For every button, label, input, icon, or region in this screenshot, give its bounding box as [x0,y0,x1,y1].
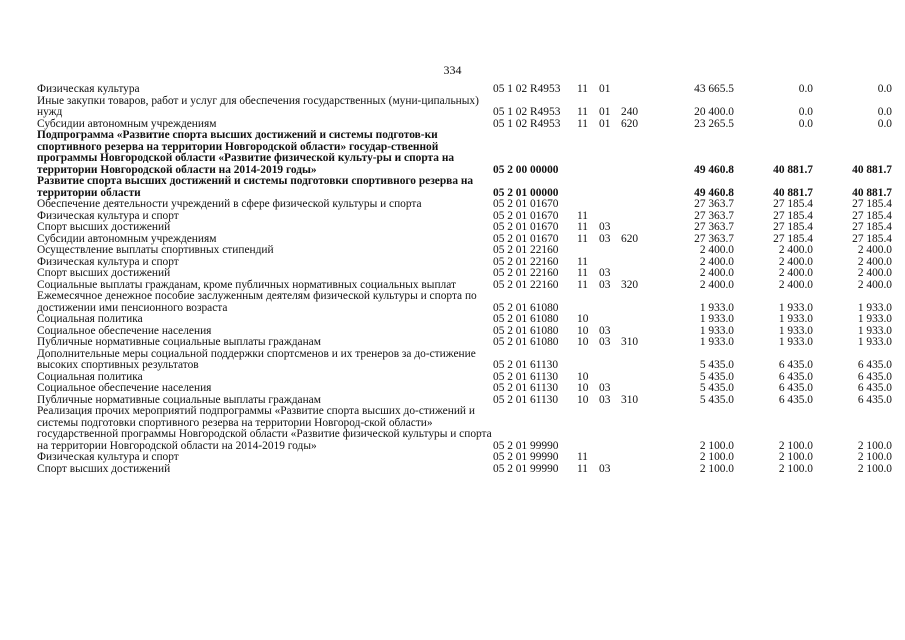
amount-year-3: 40 881.7 [852,186,892,199]
table-row [37,464,892,476]
expense-type-code [621,130,657,176]
item-name: Субсидии автономным учреждениям [37,117,217,130]
expense-type-code [621,257,657,269]
subsection-code: 03 [599,278,611,291]
amount-year-3: 27 185.4 [852,232,892,245]
amount-year-1: 2 400.0 [699,244,734,256]
amount-year-3: 2 100.0 [857,439,892,452]
amount-year-2: 2 100.0 [778,439,813,452]
section-code: 10 [577,370,589,383]
amount-year-2: 40 881.7 [773,186,813,199]
subsection-code [599,199,621,211]
target-article-code: 05 2 01 00000 [493,186,559,199]
section-code [577,245,599,257]
item-name: Физическая культура и спорт [37,451,179,463]
amount-year-3: 2 400.0 [857,244,892,256]
item-name: Обеспечение деятельности учреждений в сфере физической культуры и спорта [37,198,422,210]
subsection-code [599,291,621,314]
table-row [37,245,892,257]
subsection-code: 01 [599,106,611,118]
amount-year-1: 49 460.8 [694,163,734,176]
amount-year-2: 2 400.0 [778,267,813,279]
target-article-code: 05 2 01 22160 [493,267,559,279]
item-name: Подпрограмма «Развитие спорта высших достижений и системы подготов-ки спортивного резерва на территории Новгородской области» государ-ственной программы Новгородской области «Развитие физической культу-ры и спорта на территории Новгородской области на 2014-2019 годы» [37,129,455,176]
target-article-code: 05 2 01 61130 [493,393,559,406]
target-article-code: 05 2 01 61080 [493,336,559,348]
amount-year-2: 0.0 [798,117,813,130]
section-code [577,349,599,372]
expense-type-code [621,349,657,372]
expense-type-code [621,314,657,326]
subsection-code [599,314,621,326]
item-name: Публичные нормативные социальные выплаты гражданам [37,393,321,406]
section-code: 11 [577,106,588,118]
amount-year-2: 1 933.0 [778,301,813,314]
amount-year-1: 20 400.0 [694,106,734,118]
amount-year-1: 1 933.0 [699,313,734,325]
target-article-code: 05 1 02 R4953 [493,117,561,130]
expense-type-code [621,383,657,395]
amount-year-3: 6 435.0 [857,359,892,371]
amount-year-2: 1 933.0 [778,313,813,325]
expense-type-code: 310 [621,336,639,348]
amount-year-1: 1 933.0 [699,301,734,314]
expense-type-code [621,291,657,314]
amount-year-2: 40 881.7 [773,163,813,176]
amount-year-3: 6 435.0 [857,370,892,383]
amount-year-2: 2 400.0 [778,244,813,256]
item-name: Ежемесячное денежное пособие заслуженным деятелям физической культуры и спорта по достижении ими пенсионного возраста [37,290,477,314]
amount-year-3: 1 933.0 [857,324,892,337]
target-article-code: 05 2 01 22160 [493,244,559,256]
section-code: 11 [577,117,588,130]
amount-year-2: 0.0 [798,106,813,118]
section-code: 11 [577,462,588,475]
amount-year-1: 23 265.5 [694,117,734,130]
target-article-code: 05 2 00 00000 [493,163,559,176]
expense-type-code: 310 [621,393,639,406]
section-code [577,176,599,199]
amount-year-3: 1 933.0 [857,336,892,348]
amount-year-2: 1 933.0 [778,336,813,348]
section-code [577,130,599,176]
item-name: Субсидии автономным учреждениям [37,232,217,245]
amount-year-1: 2 400.0 [699,267,734,279]
section-code: 11 [577,221,588,233]
amount-year-3: 0.0 [877,106,892,118]
target-article-code: 05 2 01 61130 [493,370,559,383]
expense-type-code [621,211,657,223]
target-article-code: 05 2 01 61080 [493,301,559,314]
amount-year-1: 27 363.7 [694,221,734,233]
amount-year-1: 2 400.0 [699,278,734,291]
table-row [37,96,892,119]
target-article-code: 05 2 01 61080 [493,313,559,325]
amount-year-2: 2 100.0 [778,462,813,475]
subsection-code: 03 [599,267,611,279]
item-name: Физическая культура и спорт [37,255,179,268]
table-row [37,268,892,280]
amount-year-2: 6 435.0 [778,382,813,394]
expense-type-code [621,464,657,476]
item-name: Спорт высших достижений [37,462,171,475]
amount-year-1: 1 933.0 [699,324,734,337]
item-name: Социальные выплаты гражданам, кроме публичных нормативных социальных выплат [37,278,456,291]
expense-type-code [621,199,657,211]
section-code: 10 [577,336,589,348]
expense-type-code [621,452,657,464]
amount-year-1: 1 933.0 [699,336,734,348]
section-code: 11 [577,209,588,222]
expense-type-code [621,268,657,280]
target-article-code: 05 2 01 22160 [493,278,559,291]
table-row [37,291,892,314]
amount-year-3: 1 933.0 [857,313,892,325]
section-code: 10 [577,393,589,406]
section-code: 11 [577,255,588,268]
subsection-code [599,176,621,199]
amount-year-1: 43 665.5 [694,83,734,95]
table-row [37,349,892,372]
item-name: Физическая культура и спорт [37,209,179,222]
target-article-code: 05 2 01 01670 [493,221,559,233]
subsection-code: 01 [599,83,611,95]
budget-table [37,84,892,475]
amount-year-3: 27 185.4 [852,209,892,222]
item-name: Физическая культура [37,83,140,95]
amount-year-3: 6 435.0 [857,393,892,406]
expense-type-code [621,176,657,199]
amount-year-3: 2 400.0 [857,267,892,279]
expense-type-code [621,406,657,452]
section-code: 11 [577,451,588,463]
target-article-code: 05 2 01 61130 [493,359,559,371]
budget-table-body [37,84,892,475]
table-row [37,176,892,199]
amount-year-2: 0.0 [798,83,813,95]
subsection-code [599,245,621,257]
amount-year-3: 2 400.0 [857,255,892,268]
expense-type-code [621,245,657,257]
item-name: Социальная политика [37,370,143,383]
amount-year-1: 27 363.7 [694,198,734,210]
page-number: 334 [443,63,462,77]
subsection-code: 03 [599,382,611,394]
target-article-code: 05 2 01 61130 [493,382,559,394]
target-article-code: 05 1 02 R4953 [493,106,561,118]
section-code: 11 [577,278,588,291]
amount-year-3: 27 185.4 [852,221,892,233]
amount-year-2: 6 435.0 [778,393,813,406]
section-code [577,199,599,211]
amount-year-1: 2 100.0 [699,451,734,463]
section-code: 11 [577,83,588,95]
target-article-code: 05 2 01 99990 [493,439,559,452]
subsection-code [599,452,621,464]
amount-year-2: 27 185.4 [773,209,813,222]
amount-year-2: 2 400.0 [778,255,813,268]
amount-year-1: 27 363.7 [694,232,734,245]
amount-year-3: 0.0 [877,117,892,130]
section-code: 10 [577,313,589,325]
amount-year-2: 6 435.0 [778,370,813,383]
item-name: Дополнительные меры социальной поддержки спортсменов и их тренеров за до-стижение высоких спортивных результатов [37,347,476,371]
expense-type-code [621,222,657,234]
item-name: Публичные нормативные социальные выплаты гражданам [37,336,321,348]
amount-year-2: 1 933.0 [778,324,813,337]
subsection-code [599,406,621,452]
subsection-code: 03 [599,221,611,233]
subsection-code: 01 [599,117,611,130]
subsection-code [599,130,621,176]
target-article-code: 05 2 01 01670 [493,198,559,210]
target-article-code: 05 2 01 01670 [493,232,559,245]
item-name: Осуществление выплаты спортивных стипендий [37,244,274,256]
item-name: Реализация прочих мероприятий подпрограммы «Развитие спорта высших до-стижений и системы подготовки спортивного резерва на территории Новгород-ской области» государственной программы Новгородской области «Развитие физической культуры и спорта на территории Новгородской области на 2014-2019 годы» [37,405,492,452]
subsection-code: 03 [599,324,611,337]
expense-type-code: 320 [621,278,639,291]
table-row [37,406,892,452]
subsection-code: 03 [599,393,611,406]
section-code: 10 [577,324,589,337]
amount-year-3: 27 185.4 [852,198,892,210]
section-code: 10 [577,382,589,394]
subsection-code: 03 [599,462,611,475]
target-article-code: 05 2 01 22160 [493,255,559,268]
amount-year-2: 2 100.0 [778,451,813,463]
amount-year-1: 27 363.7 [694,209,734,222]
section-code: 11 [577,232,588,245]
subsection-code [599,349,621,372]
target-article-code: 05 2 01 61080 [493,324,559,337]
expense-type-code: 620 [621,117,639,130]
amount-year-1: 2 100.0 [699,462,734,475]
amount-year-3: 6 435.0 [857,382,892,394]
amount-year-2: 27 185.4 [773,232,813,245]
item-name: Социальная политика [37,313,143,325]
item-name: Спорт высших достижений [37,221,171,233]
table-row [37,452,892,464]
item-name: Иные закупки товаров, работ и услуг для обеспечения государственных (муни-ципальных) нужд [37,94,479,118]
amount-year-3: 2 400.0 [857,278,892,291]
target-article-code: 05 1 02 R4953 [493,83,561,95]
amount-year-3: 1 933.0 [857,301,892,314]
section-code [577,291,599,314]
table-row [37,314,892,326]
table-row [37,199,892,211]
amount-year-1: 5 435.0 [699,359,734,371]
target-article-code: 05 2 01 99990 [493,462,559,475]
table-row [37,383,892,395]
amount-year-2: 27 185.4 [773,198,813,210]
section-code: 11 [577,267,588,279]
item-name: Развитие спорта высших достижений и системы подготовки спортивного резерва на территории области [37,175,474,199]
target-article-code: 05 2 01 99990 [493,451,559,463]
amount-year-2: 27 185.4 [773,221,813,233]
item-name: Социальное обеспечение населения [37,382,212,394]
subsection-code: 03 [599,232,611,245]
item-name: Социальное обеспечение населения [37,324,212,337]
table-row [37,337,892,349]
table-row [37,222,892,234]
target-article-code: 05 2 01 01670 [493,209,559,222]
amount-year-1: 5 435.0 [699,393,734,406]
table-row [37,130,892,176]
amount-year-3: 40 881.7 [852,163,892,176]
expense-type-code: 620 [621,232,639,245]
expense-type-code [621,84,657,96]
amount-year-3: 2 100.0 [857,451,892,463]
section-code [577,406,599,452]
amount-year-2: 2 400.0 [778,278,813,291]
amount-year-1: 2 400.0 [699,255,734,268]
amount-year-3: 0.0 [877,83,892,95]
amount-year-1: 5 435.0 [699,382,734,394]
item-name: Спорт высших достижений [37,267,171,279]
amount-year-2: 6 435.0 [778,359,813,371]
amount-year-1: 49 460.8 [694,186,734,199]
amount-year-1: 5 435.0 [699,370,734,383]
expense-type-code: 240 [621,106,639,118]
expense-type-code [621,372,657,384]
subsection-code: 03 [599,336,611,348]
amount-year-1: 2 100.0 [699,439,734,452]
amount-year-3: 2 100.0 [857,462,892,475]
table-row [37,84,892,96]
